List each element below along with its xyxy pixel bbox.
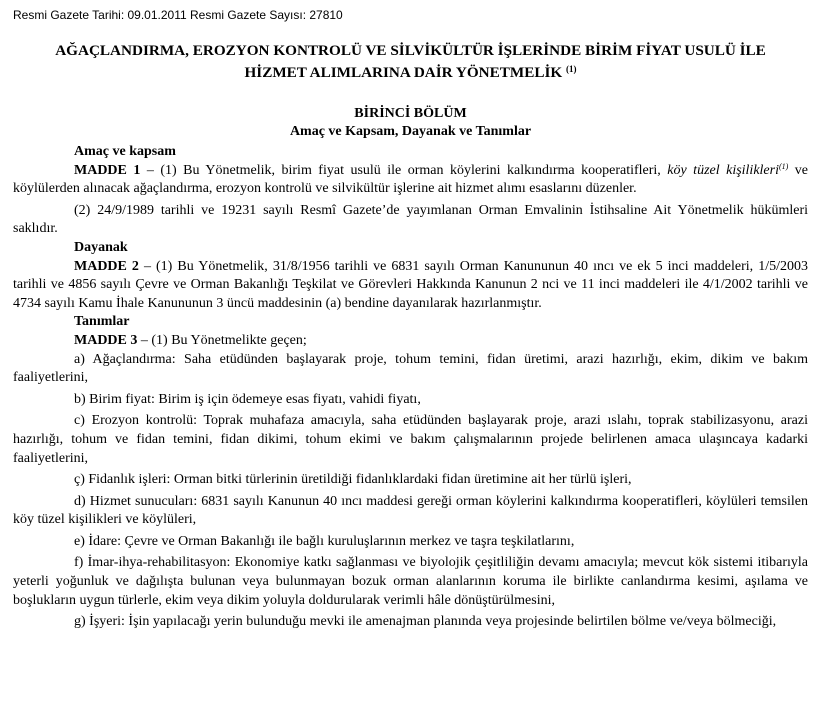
article-1-italic: köy tüzel kişilikleri	[667, 162, 779, 178]
title-line-1: AĞAÇLANDIRMA, EROZYON KONTROLÜ VE SİLVİKÜLTÜR İŞLERİNDE BİRİM FİYAT USULÜ İLE	[55, 42, 766, 59]
chapter-number: BİRİNCİ BÖLÜM	[354, 106, 467, 121]
article-2-text: – (1) Bu Yönetmelik, 31/8/1956 tarihli ve 6831 sayılı Orman Kanununun 40 ıncı ve ek 5 inci maddeleri, 1/5/2003 tarihli ve 4856 sayılı Çevre ve Orman Bakanlığı Teşkilat ve Görevleri Hakkında Kanunun 2 nci ve 11 inci maddeleri ile 4/1/2002 tarihli ve 4734 sayılı Kamu İhale Kanununun 3 üncü maddesinin (a) bendine dayanılarak hazırlanmıştır.	[13, 258, 808, 311]
definition-item: e) İdare: Çevre ve Orman Bakanlığı ile bağlı kuruluşlarının merkez ve taşra teşkilatlarını,	[74, 533, 575, 549]
article-2-label: MADDE 2	[74, 258, 139, 274]
document-title	[13, 42, 808, 82]
definition-item: f) İmar-ihya-rehabilitasyon: Ekonomiye katkı sağlanması ve biyolojik çeşitliliğin devamı amacıyla; mevcut kök sistemi itibarıyla yeterli yoğunluk ve dağılışta bulunan veya bulunmayan bozuk orman alanlarının koruma ile birlikte canlandırma kesimi, aşılama ve boşlukların uygun türlerle, ekim veya dikim yoluyla doldurularak verimli hâle dönüştürülmesini,	[13, 555, 808, 608]
article-2-paragraph	[13, 258, 808, 314]
title-footnote: (1)	[566, 64, 577, 74]
gazette-header: Resmi Gazete Tarihi: 09.01.2011 Resmi Gazete Sayısı: 27810	[13, 8, 343, 22]
definition-item: a) Ağaçlandırma: Saha etüdünden başlayarak proje, tohum temini, fidan üretimi, arazi hazırlığı, ekim, dikim ve bakım faaliyetlerini,	[13, 351, 808, 386]
title-line-2	[13, 60, 808, 82]
definition-item: g) İşyeri: İşin yapılacağı yerin bulunduğu mevki ile amenajman planında veya projesinde belirtilen bölme ve/veya bölmeciği,	[74, 614, 777, 630]
article-1-text-b: ve köylülerden alınacak ağaçlandırma, erozyon kontrolü ve silvikültür işlerine ait hizmet alımı esaslarını düzenler.	[13, 162, 809, 197]
section-heading-purpose: Amaç ve kapsam	[74, 144, 176, 159]
article-1-text-a: – (1) Bu Yönetmelik, birim fiyat usulü ile orman köylerini kalkındırma kooperatifleri,	[140, 162, 668, 178]
document-body	[13, 143, 808, 632]
definition-item: d) Hizmet sunucuları: 6831 sayılı Kanunun 40 ıncı maddesi gereği orman köylerini kalkındırma kooperatifleri, köylüleri temsilen köy tüzel kişilikleri ve köylüleri,	[13, 493, 808, 528]
section-heading-definitions: Tanımlar	[74, 314, 130, 330]
section-heading-basis: Dayanak	[74, 239, 128, 255]
chapter-name: Amaç ve Kapsam, Dayanak ve Tanımlar	[289, 124, 532, 139]
chapter-heading	[13, 105, 808, 141]
article-1-paragraph-1	[13, 162, 808, 199]
definition-item: b) Birim fiyat: Birim iş için ödemeye esas fiyatı, vahidi fiyatı,	[74, 391, 421, 407]
article-3-intro	[13, 332, 808, 351]
article-1-label: MADDE 1	[74, 162, 141, 178]
article-3-label: MADDE 3	[74, 332, 138, 348]
article-1-paragraph-2: (2) 24/9/1989 tarihli ve 19231 sayılı Resmî Gazete’de yayımlanan Orman Emvalinin İstihsaline Ait Yönetmelik hükümleri saklıdır.	[13, 202, 808, 237]
definition-item: ç) Fidanlık işleri: Orman bitki türlerinin üretildiği fidanlıklardaki fidan üretimine ait her türlü işleri,	[74, 472, 632, 488]
definition-item: c) Erozyon kontrolü: Toprak muhafaza amacıyla, saha etüdünden başlayarak proje, arazi ıslahı, toprak stabilizasyonu, arazi hazırlığı, tohum ve fidan temini, fidan dikimi, tohum ekimi ve bakım çalışmalarının projede belirlenen amaca ulaşıncaya kadarki faaliyetlerini,	[13, 413, 808, 466]
article-1-footnote: (1)	[778, 161, 789, 171]
article-3-text: – (1) Bu Yönetmelikte geçen;	[137, 332, 307, 348]
title-line-2-text: HİZMET ALIMLARINA DAİR YÖNETMELİK	[244, 64, 563, 81]
